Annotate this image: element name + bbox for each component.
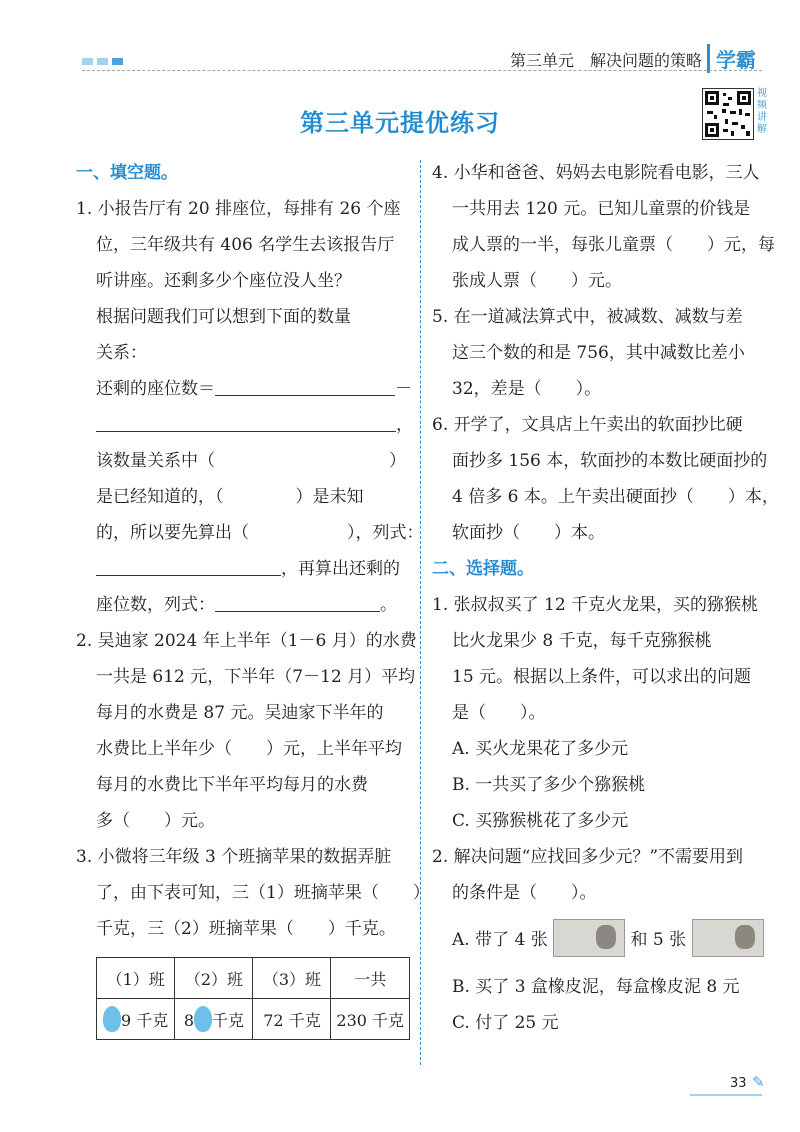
choice-question-1 bbox=[432, 587, 772, 839]
q2-line: 每月的水费比下半年平均每月的水费 bbox=[96, 775, 368, 795]
cq1-line: 是（ ）。 bbox=[452, 703, 546, 723]
cq1-line: 15 元。根据以上条件，可以求出的问题 bbox=[452, 667, 752, 687]
q1-text: 还剩的座位数＝ bbox=[96, 379, 215, 399]
question-1 bbox=[76, 191, 424, 623]
q4-line: 张成人票（ ）元。 bbox=[452, 271, 622, 291]
cq2-line: 2. 解决问题“应找回多少元？”不需要用到 bbox=[432, 847, 744, 867]
question-5 bbox=[432, 299, 772, 407]
header-decoration bbox=[82, 58, 123, 65]
option-b[interactable]: B. 买了 3 盒橡皮泥，每盒橡皮泥 8 元 bbox=[452, 977, 740, 997]
q1-text: 座位数，列式： bbox=[96, 595, 215, 615]
question-6 bbox=[432, 407, 779, 551]
answer-blank[interactable] bbox=[96, 557, 281, 576]
q1-text: ， bbox=[396, 415, 413, 435]
header-rule bbox=[82, 70, 762, 71]
q4-line: 一共用去 120 元。已知儿童票的价钱是 bbox=[452, 199, 751, 219]
q1-line bbox=[76, 515, 424, 551]
q5-line: 这三个数的和是 756，其中减数比差小 bbox=[452, 343, 745, 363]
table-header-cell: （3）班 bbox=[253, 958, 331, 999]
option-c[interactable]: C. 买猕猴桃花了多少元 bbox=[452, 811, 629, 831]
question-4 bbox=[432, 155, 775, 299]
cq1-line: 1. 张叔叔买了 12 千克火龙果，买的猕猴桃 bbox=[432, 595, 759, 615]
table-cell: 72 千克 bbox=[253, 999, 331, 1040]
banknote-icon bbox=[692, 919, 764, 957]
header-unit: 第三单元 bbox=[509, 51, 574, 70]
q2-line: 多（ ）元。 bbox=[96, 811, 215, 831]
table-cell: 230 千克 bbox=[331, 999, 410, 1040]
table-cell bbox=[97, 999, 175, 1040]
q1-text: ）是未知 bbox=[295, 487, 364, 507]
q1-text: ） bbox=[389, 451, 406, 471]
table-header-cell: （2）班 bbox=[175, 958, 253, 999]
section-heading-fill-blank: 一、填空题。 bbox=[76, 163, 178, 183]
page-title: 第三单元提优练习 bbox=[300, 109, 500, 137]
question-2 bbox=[76, 623, 417, 839]
ink-stain-icon bbox=[194, 1006, 212, 1032]
q1-text: 。 bbox=[380, 595, 397, 615]
q3-line: 了，由下表可知，三（1）班摘苹果（ ） bbox=[96, 883, 430, 903]
question-3 bbox=[76, 839, 430, 1040]
apple-data-table bbox=[96, 957, 410, 1040]
q6-line: 面抄多 156 本，软面抄的本数比硬面抄的 bbox=[452, 451, 768, 471]
cq2-line: 的条件是（ ）。 bbox=[452, 883, 597, 903]
right-column bbox=[432, 155, 779, 1041]
answer-blank[interactable] bbox=[215, 377, 395, 396]
q3-line: 3. 小微将三年级 3 个班摘苹果的数据弄脏 bbox=[76, 847, 392, 867]
q1-line bbox=[76, 479, 410, 515]
column-divider bbox=[420, 160, 421, 1065]
q1-line bbox=[76, 587, 410, 623]
answer-blank[interactable] bbox=[96, 413, 396, 432]
q1-line bbox=[76, 551, 410, 587]
table-row bbox=[97, 999, 410, 1040]
qr-code-graphic bbox=[703, 89, 753, 139]
q1-text: 是已经知道的，（ bbox=[96, 487, 224, 507]
q4-line: 成人票的一半，每张儿童票（ ）元，每 bbox=[452, 235, 775, 255]
q2-line: 2. 吴迪家 2024 年上半年（1－6 月）的水费 bbox=[76, 631, 417, 651]
option-a[interactable]: A. 买火龙果花了多少元 bbox=[452, 739, 629, 759]
cell-text: 千克 bbox=[212, 1011, 245, 1030]
q1-relation-line bbox=[76, 371, 410, 407]
q1-line: 听讲座。还剩多少个座位没人坐？ bbox=[96, 271, 351, 291]
header-topic: 解决问题的策略 bbox=[589, 51, 702, 70]
cq1-line: 比火龙果少 8 千克，每千克猕猴桃 bbox=[452, 631, 712, 651]
q3-line: 千克，三（2）班摘苹果（ ）千克。 bbox=[96, 919, 396, 939]
q1-line: 根据问题我们可以想到下面的数量 bbox=[96, 307, 351, 327]
q1-text: ，再算出还剩的 bbox=[281, 559, 400, 579]
option-a[interactable] bbox=[432, 911, 772, 969]
table-header-row bbox=[97, 958, 410, 999]
q6-line: 4 倍多 6 本。上午卖出硬面抄（ ）本， bbox=[452, 487, 779, 507]
q1-text: 的，所以要先算出（ bbox=[96, 523, 249, 543]
option-c[interactable]: C. 付了 25 元 bbox=[452, 1013, 559, 1033]
q2-line: 水费比上半年少（ ）元，上半年平均 bbox=[96, 739, 402, 759]
q1-line: 1. 小报告厅有 20 排座位，每排有 26 个座 bbox=[76, 199, 401, 219]
left-column bbox=[76, 155, 430, 1040]
footer-rule bbox=[690, 1094, 762, 1096]
qr-caption: 视频讲解 bbox=[757, 88, 767, 135]
q1-text: ），列式： bbox=[347, 523, 424, 543]
q6-line: 软面抄（ ）本。 bbox=[452, 523, 605, 543]
cell-text: 8 bbox=[183, 1011, 194, 1030]
answer-blank[interactable] bbox=[215, 593, 380, 612]
table-cell bbox=[175, 999, 253, 1040]
pencil-icon: ✎ bbox=[752, 1073, 765, 1091]
q1-relation-line bbox=[76, 407, 413, 443]
q2-line: 每月的水费是 87 元。吴迪家下半年的 bbox=[96, 703, 384, 723]
q4-line: 4. 小华和爸爸、妈妈去电影院看电影，三人 bbox=[432, 163, 760, 183]
section-heading-choice: 二、选择题。 bbox=[432, 559, 534, 579]
option-b[interactable]: B. 一共买了多少个猕猴桃 bbox=[452, 775, 646, 795]
choice-question-2 bbox=[432, 839, 772, 1041]
page-number: 33 bbox=[730, 1076, 747, 1091]
q5-line: 5. 在一道减法算式中，被减数、减数与差 bbox=[432, 307, 743, 327]
q1-text: 该数量关系中（ bbox=[96, 451, 215, 471]
table-header-cell: （1）班 bbox=[97, 958, 175, 999]
brand-logo: 学霸 bbox=[707, 44, 756, 73]
q2-line: 一共是 612 元，下半年（7－12 月）平均 bbox=[96, 667, 416, 687]
option-a-text: A. 带了 4 张 bbox=[452, 930, 548, 950]
qr-code[interactable] bbox=[702, 88, 754, 140]
q1-line: 关系： bbox=[96, 343, 147, 363]
q6-line: 6. 开学了，文具店上午卖出的软面抄比硬 bbox=[432, 415, 743, 435]
header-text bbox=[510, 48, 702, 71]
banknote-icon bbox=[553, 919, 625, 957]
q5-line: 32，差是（ ）。 bbox=[452, 379, 602, 399]
ink-stain-icon bbox=[103, 1006, 121, 1032]
option-a-text: 和 5 张 bbox=[630, 930, 687, 950]
cell-text: 9 千克 bbox=[121, 1011, 169, 1030]
q1-line: 位，三年级共有 406 名学生去该报告厅 bbox=[96, 235, 395, 255]
table-header-cell: 一共 bbox=[331, 958, 410, 999]
q1-line bbox=[76, 443, 410, 479]
q1-text: － bbox=[395, 379, 412, 399]
